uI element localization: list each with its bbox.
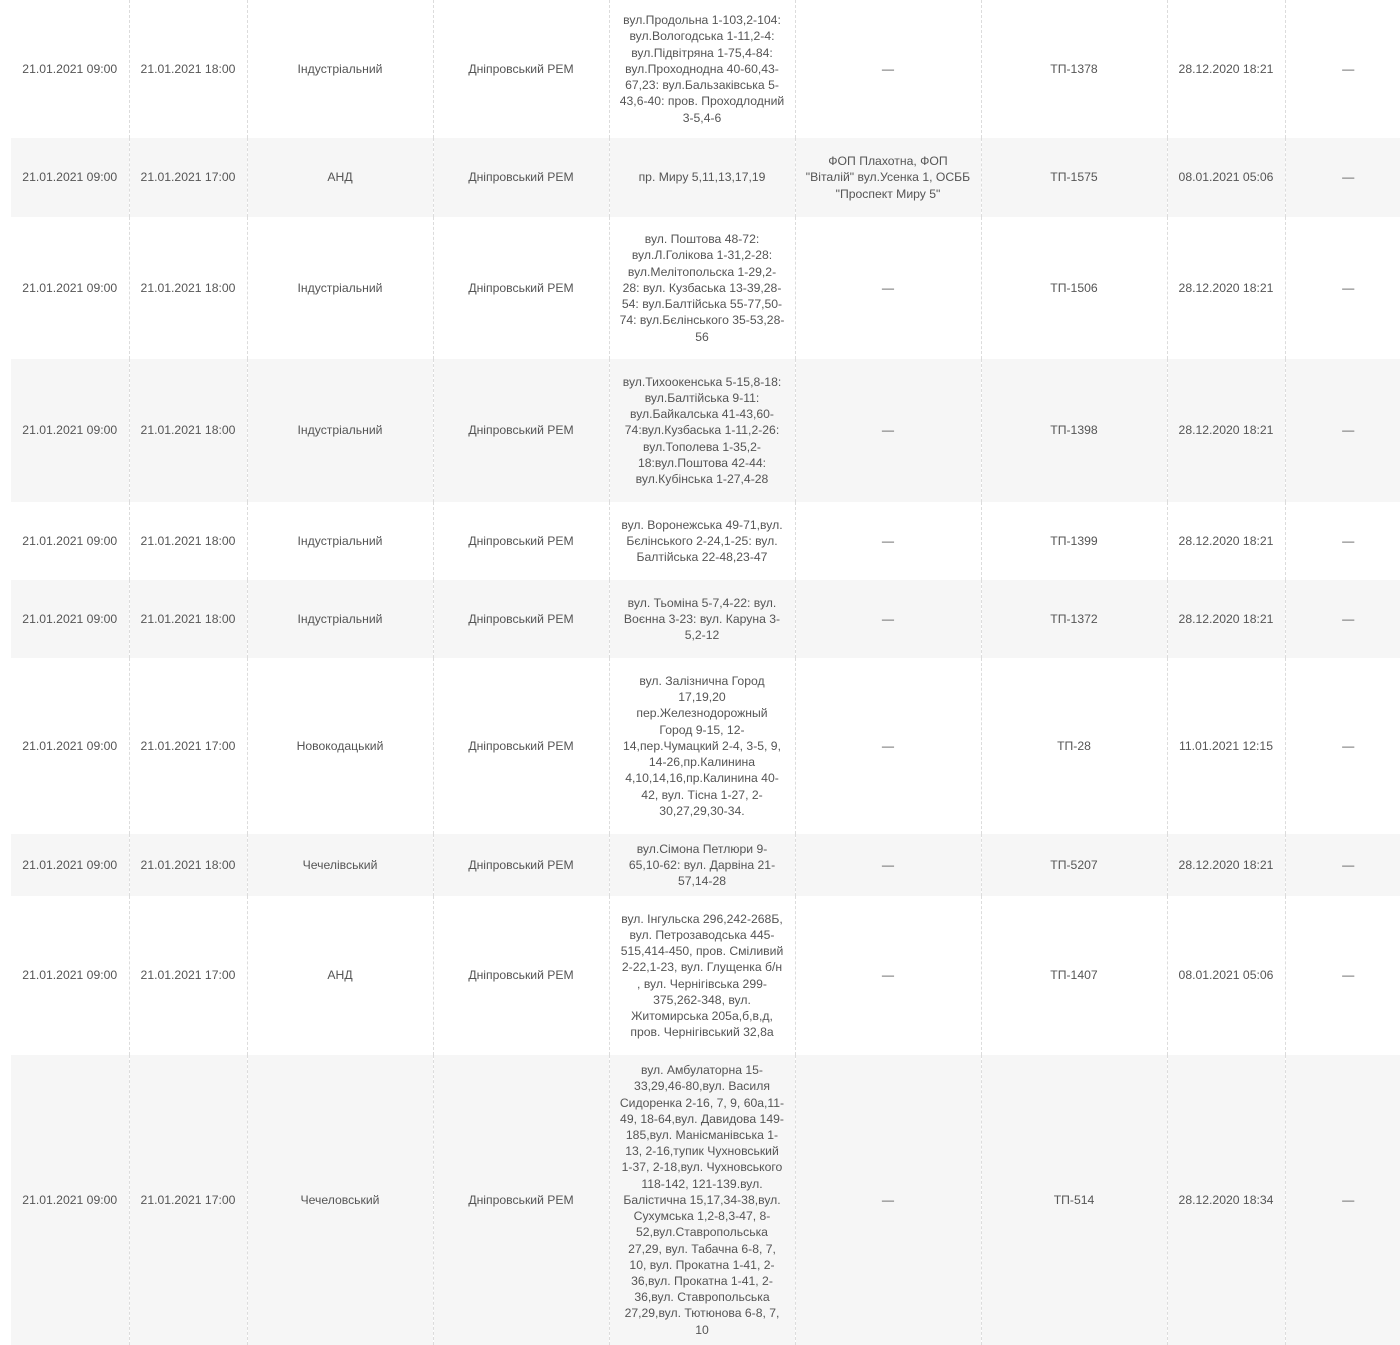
start-time-cell: 21.01.2021 09:00: [11, 580, 129, 658]
end-time-cell: 21.01.2021 17:00: [129, 658, 247, 834]
district-cell: Індустріальний: [247, 580, 433, 658]
table-row: [11, 138, 1400, 217]
rem-cell: Дніпровський РЕМ: [433, 834, 609, 896]
addresses-cell: вул. Інгульска 296,242-268Б, вул. Петрозаводська 445-515,414-450, пров. Сміливий 2-22,1-23, вул. Глущенка б/н , вул. Чернігівська 299-375,262-348, вул. Житомирська 205а,б,в,д, пров. Чернігівський 32,8а: [609, 896, 795, 1055]
created-cell: 28.12.2020 18:21: [1167, 834, 1285, 896]
note-cell: —: [1285, 580, 1400, 658]
addresses-cell: вул. Воронежська 49-71,вул. Бєлінського 2-24,1-25: вул. Балтійська 22-48,23-47: [609, 502, 795, 580]
table-row: [11, 1055, 1400, 1345]
end-time-cell: 21.01.2021 18:00: [129, 502, 247, 580]
note-cell: —: [1285, 359, 1400, 502]
district-cell: Чечеловський: [247, 1055, 433, 1345]
start-time-cell: 21.01.2021 09:00: [11, 359, 129, 502]
addresses-cell: вул.Сімона Петлюри 9-65,10-62: вул. Дарвіна 21-57,14-28: [609, 834, 795, 896]
district-cell: Новокодацький: [247, 658, 433, 834]
created-cell: 28.12.2020 18:21: [1167, 359, 1285, 502]
addresses-cell: вул.Продольна 1-103,2-104: вул.Вологодська 1-11,2-4: вул.Підвітряна 1-75,4-84: вул.Проходнодна 40-60,43-67,23: вул.Бальзаківська 5-43,6-40: пров. Проходлодний 3-5,4-6: [609, 0, 795, 138]
rem-cell: Дніпровський РЕМ: [433, 502, 609, 580]
consumers-cell: ФОП Плахотна, ФОП "Віталій" вул.Усенка 1, ОСББ "Проспект Миру 5": [795, 138, 981, 217]
end-time-cell: 21.01.2021 17:00: [129, 138, 247, 217]
substation-cell: ТП-1575: [981, 138, 1167, 217]
note-cell: —: [1285, 0, 1400, 138]
end-time-cell: 21.01.2021 17:00: [129, 896, 247, 1055]
district-cell: Чечелівський: [247, 834, 433, 896]
end-time-cell: 21.01.2021 18:00: [129, 580, 247, 658]
consumers-cell: —: [795, 834, 981, 896]
note-cell: —: [1285, 217, 1400, 359]
table-row: [11, 896, 1400, 1055]
start-time-cell: 21.01.2021 09:00: [11, 138, 129, 217]
substation-cell: ТП-1506: [981, 217, 1167, 359]
district-cell: Індустріальний: [247, 502, 433, 580]
addresses-cell: вул. Амбулаторна 15-33,29,46-80,вул. Василя Сидоренка 2-16, 7, 9, 60а,11-49, 18-64,вул. Давидова 149-185,вул. Манісманівська 1-13, 2-16,тупик Чухновський 1-37, 2-18,вул. Чухновського 118-142, 121-139.вул. Балістична 15,17,34-38,вул. Сухумська 1,2-8,3-47, 8-52,вул.Ставропольська 27,29, вул. Табачна 6-8, 7, 10, вул. Прокатна 1-41, 2-36,вул. Прокатна 1-41, 2-36,вул. Ставропольська 27,29,вул. Тютюнова 6-8, 7, 10: [609, 1055, 795, 1345]
start-time-cell: 21.01.2021 09:00: [11, 0, 129, 138]
consumers-cell: —: [795, 0, 981, 138]
consumers-cell: —: [795, 217, 981, 359]
substation-cell: ТП-1378: [981, 0, 1167, 138]
addresses-cell: вул. Поштова 48-72: вул.Л.Голікова 1-31,2-28: вул.Мелітопольска 1-29,2-28: вул. Кузбаська 13-39,28-54: вул.Балтійська 55-77,50-74: вул.Бєлінського 35-53,28-56: [609, 217, 795, 359]
created-cell: 11.01.2021 12:15: [1167, 658, 1285, 834]
substation-cell: ТП-514: [981, 1055, 1167, 1345]
table-row: [11, 580, 1400, 658]
rem-cell: Дніпровський РЕМ: [433, 0, 609, 138]
rem-cell: Дніпровський РЕМ: [433, 1055, 609, 1345]
outage-table-container: [11, 0, 1400, 1345]
consumers-cell: —: [795, 1055, 981, 1345]
substation-cell: ТП-1399: [981, 502, 1167, 580]
addresses-cell: вул.Тихоокенська 5-15,8-18: вул.Балтійська 9-11: вул.Байкалська 41-43,60-74:вул.Кузбаська 1-11,2-26: вул.Тополева 1-35,2-18:вул.Поштова 42-44: вул.Кубінська 1-27,4-28: [609, 359, 795, 502]
created-cell: 28.12.2020 18:34: [1167, 1055, 1285, 1345]
note-cell: —: [1285, 896, 1400, 1055]
consumers-cell: —: [795, 359, 981, 502]
addresses-cell: пр. Миру 5,11,13,17,19: [609, 138, 795, 217]
created-cell: 08.01.2021 05:06: [1167, 138, 1285, 217]
outage-table-body: [11, 0, 1400, 1345]
rem-cell: Дніпровський РЕМ: [433, 217, 609, 359]
created-cell: 28.12.2020 18:21: [1167, 502, 1285, 580]
start-time-cell: 21.01.2021 09:00: [11, 217, 129, 359]
end-time-cell: 21.01.2021 18:00: [129, 0, 247, 138]
note-cell: —: [1285, 1055, 1400, 1345]
consumers-cell: —: [795, 896, 981, 1055]
consumers-cell: —: [795, 658, 981, 834]
note-cell: —: [1285, 658, 1400, 834]
addresses-cell: вул. Тьоміна 5-7,4-22: вул. Воєнна 3-23: вул. Каруна 3-5,2-12: [609, 580, 795, 658]
rem-cell: Дніпровський РЕМ: [433, 658, 609, 834]
end-time-cell: 21.01.2021 18:00: [129, 359, 247, 502]
end-time-cell: 21.01.2021 18:00: [129, 834, 247, 896]
district-cell: АНД: [247, 896, 433, 1055]
rem-cell: Дніпровський РЕМ: [433, 580, 609, 658]
table-row: [11, 217, 1400, 359]
table-row: [11, 834, 1400, 896]
rem-cell: Дніпровський РЕМ: [433, 138, 609, 217]
rem-cell: Дніпровський РЕМ: [433, 359, 609, 502]
district-cell: Індустріальний: [247, 0, 433, 138]
created-cell: 08.01.2021 05:06: [1167, 896, 1285, 1055]
created-cell: 28.12.2020 18:21: [1167, 580, 1285, 658]
consumers-cell: —: [795, 502, 981, 580]
end-time-cell: 21.01.2021 18:00: [129, 217, 247, 359]
consumers-cell: —: [795, 580, 981, 658]
district-cell: АНД: [247, 138, 433, 217]
start-time-cell: 21.01.2021 09:00: [11, 834, 129, 896]
end-time-cell: 21.01.2021 17:00: [129, 1055, 247, 1345]
created-cell: 28.12.2020 18:21: [1167, 217, 1285, 359]
start-time-cell: 21.01.2021 09:00: [11, 896, 129, 1055]
district-cell: Індустріальний: [247, 359, 433, 502]
substation-cell: ТП-1407: [981, 896, 1167, 1055]
table-row: [11, 0, 1400, 138]
substation-cell: ТП-28: [981, 658, 1167, 834]
table-row: [11, 502, 1400, 580]
substation-cell: ТП-1398: [981, 359, 1167, 502]
rem-cell: Дніпровський РЕМ: [433, 896, 609, 1055]
start-time-cell: 21.01.2021 09:00: [11, 1055, 129, 1345]
outage-table: [11, 0, 1400, 1345]
note-cell: —: [1285, 138, 1400, 217]
substation-cell: ТП-1372: [981, 580, 1167, 658]
note-cell: —: [1285, 834, 1400, 896]
note-cell: —: [1285, 502, 1400, 580]
start-time-cell: 21.01.2021 09:00: [11, 658, 129, 834]
table-row: [11, 658, 1400, 834]
table-row: [11, 359, 1400, 502]
start-time-cell: 21.01.2021 09:00: [11, 502, 129, 580]
substation-cell: ТП-5207: [981, 834, 1167, 896]
created-cell: 28.12.2020 18:21: [1167, 0, 1285, 138]
district-cell: Індустріальний: [247, 217, 433, 359]
addresses-cell: вул. Залізнична Город 17,19,20 пер.Железнодорожный Город 9-15, 12-14,пер.Чумацкий 2-4, 3-5, 9, 14-26,пр.Калинина 4,10,14,16,пр.Калинина 40-42, вул. Тісна 1-27, 2-30,27,29,30-34.: [609, 658, 795, 834]
